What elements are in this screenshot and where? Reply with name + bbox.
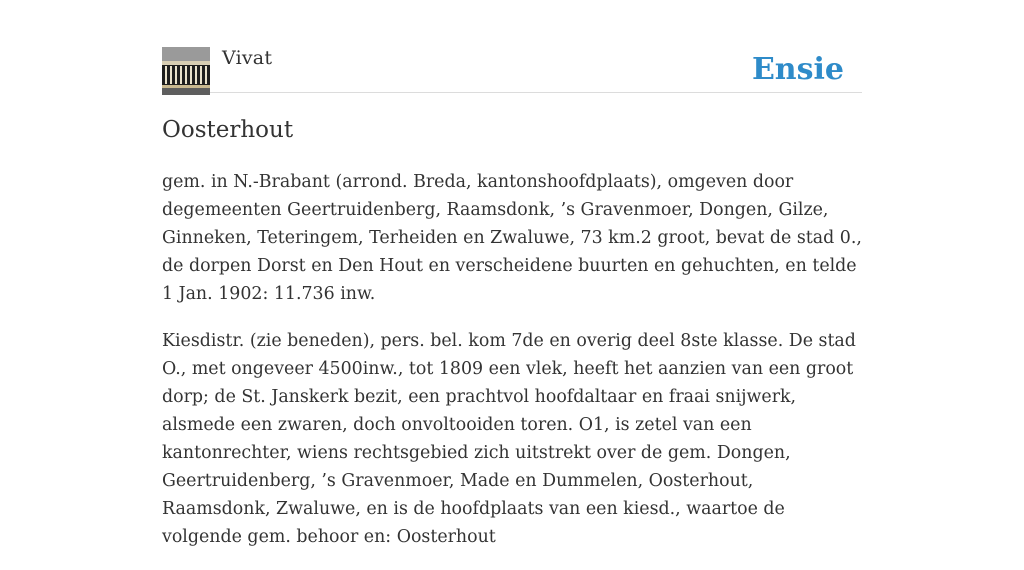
header — [162, 46, 862, 93]
paragraph-1: gem. in N.-Brabant (arrond. Breda, kantonshoofdplaats), omgeven door degemeenten Geertruidenberg, Raamsdonk, ’s Gravenmoer, Dongen, Gilze, Ginneken, Teteringem, Terheiden en Zwaluwe, 73 km.2 groot, bevat de stad 0., de dorpen Dorst en Den Hout en verscheidene buurten en gehuchten, en telde 1 Jan. 1902: 11.736 inw. — [162, 172, 862, 304]
brand-logo[interactable]: Ensie — [751, 52, 844, 87]
page-title: Oosterhout — [162, 117, 294, 143]
book-spines-icon — [162, 47, 210, 95]
avatar[interactable] — [162, 47, 210, 95]
paragraph-2: Kiesdistr. (zie beneden), pers. bel. kom 7de en overig deel 8ste klasse. De stad O., met ongeveer 4500inw., tot 1809 een vlek, heeft het aanzien van een groot dorp; de St. Janskerk bezit, een prachtvol hoofdaltaar en fraai snijwerk, alsmede een zwaren, doch onvoltooiden toren. O1, is zetel van een kantonrechter, wiens rechtsgebied zich uitstrekt over de gem. Dongen, Geertruidenberg, ’s Gravenmoer, Made en Dummelen, Oosterhout, Raamsdonk, Zwaluwe, en is de hoofdplaats van een kiesd., waartoe de volgende gem. behoor en: Oosterhout — [162, 331, 856, 547]
source-name[interactable]: Vivat — [222, 47, 273, 69]
article-body — [162, 168, 864, 570]
